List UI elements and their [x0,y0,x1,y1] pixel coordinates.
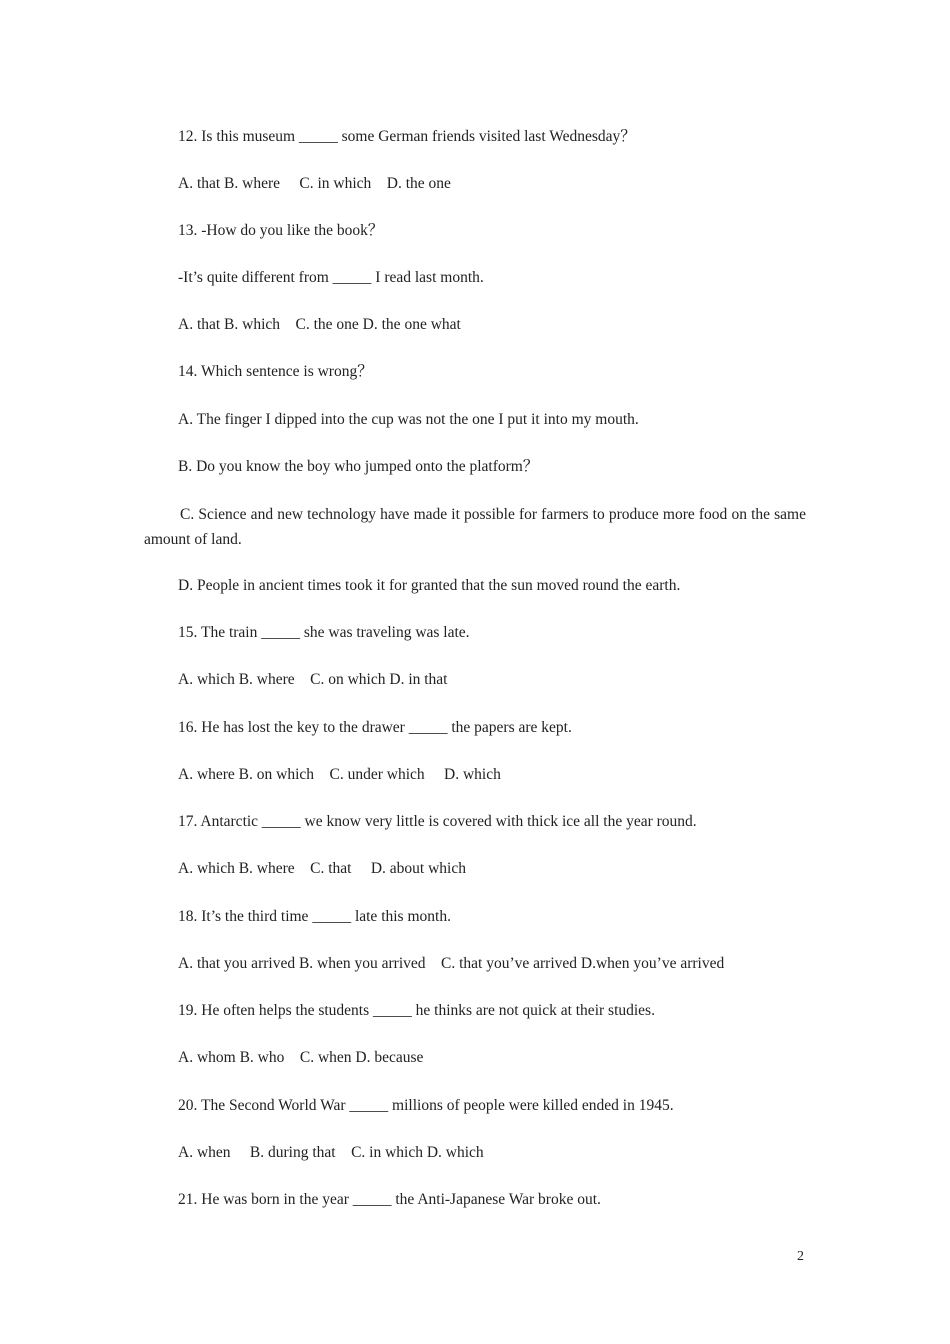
question-20: 20. The Second World War _____ millions of people were killed ended in 1945. [178,1097,674,1114]
question-16: 16. He has lost the key to the drawer _____ the papers are kept. [178,719,572,736]
question-19-options: A. whom B. who C. when D. because [178,1049,424,1066]
question-17-options: A. which B. where C. that D. about which [178,860,466,877]
question-19: 19. He often helps the students _____ he thinks are not quick at their studies. [178,1002,655,1019]
question-18-options: A. that you arrived B. when you arrived C. that you’ve arrived D.when you’ve arrived [178,955,725,972]
question-12: 12. Is this museum _____ some German friends visited last Wednesday？ [178,128,636,145]
question-17: 17. Antarctic _____ we know very little is covered with thick ice all the year round. [178,813,697,830]
question-14-option-b: B. Do you know the boy who jumped onto the platform？ [178,458,539,475]
page-number: 2 [797,1249,804,1264]
question-14-option-a: A. The finger I dipped into the cup was not the one I put it into my mouth. [178,411,639,428]
question-15-options: A. which B. where C. on which D. in that [178,671,448,688]
question-14: 14. Which sentence is wrong？ [178,363,373,380]
question-16-options: A. where B. on which C. under which D. which [178,766,501,783]
question-14-option-d: D. People in ancient times took it for granted that the sun moved round the earth. [178,577,681,594]
question-13-response: -It’s quite different from _____ I read last month. [178,269,484,286]
question-12-options: A. that B. where C. in which D. the one [178,175,451,192]
question-13: 13. -How do you like the book？ [178,222,384,239]
question-14-option-c [144,502,806,552]
question-15: 15. The train _____ she was traveling was late. [178,624,470,641]
question-14-option-c-text: C. Science and new technology have made it possible for farmers to produce more food on the same amount of land. [144,506,806,548]
question-21: 21. He was born in the year _____ the Anti-Japanese War broke out. [178,1191,601,1208]
question-20-options: A. when B. during that C. in which D. which [178,1144,484,1161]
question-13-options: A. that B. which C. the one D. the one what [178,316,461,333]
question-18: 18. It’s the third time _____ late this month. [178,908,451,925]
